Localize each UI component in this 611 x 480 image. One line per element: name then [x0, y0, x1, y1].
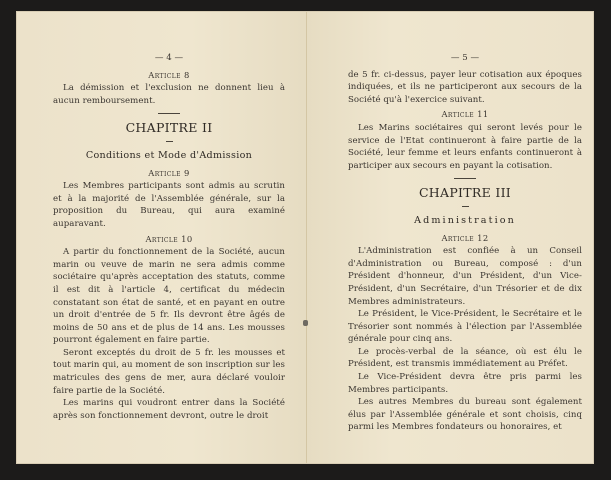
chapter-subtitle: Conditions et Mode d'Admission	[85, 149, 253, 161]
article-paragraph: Le procès-verbal de la séance, où est élu le Président, est transmis immédiatement au Préfet.	[348, 346, 582, 370]
chapter-dash	[166, 141, 173, 142]
chapter-subtitle: Administration	[414, 214, 516, 226]
booklet-spread	[17, 12, 593, 463]
staple	[303, 320, 308, 326]
right-page-content	[348, 52, 582, 434]
chapter-title: CHAPITRE III	[418, 185, 512, 201]
article-paragraph: Les marins qui voudront entrer dans la Société après son fonctionnement devront, outre le droit	[53, 398, 285, 421]
article-paragraph: Seront exceptés du droit de 5 fr. les mousses et tout marin qui, au moment de son inscription sur les matricules des gens de mer, aura déclaré vouloir faire partie de la Société.	[53, 347, 285, 396]
article-heading: Article 11	[441, 109, 489, 120]
section-divider	[158, 113, 180, 114]
article-heading: Article 12	[441, 232, 489, 243]
article-paragraph: Le Président, le Vice-Président, le Secrétaire et le Trésorier sont nommés à l'élection par l'Assemblée générale pour cinq ans.	[348, 309, 582, 345]
section-divider	[454, 178, 476, 179]
article-paragraph: A partir du fonctionnement de la Société, aucun marin ou veuve de marin ne sera admis comme sociétaire qu'après acceptation des statuts, comme il est dit à l'article 4, certificat du médecin constatant son état de santé, et en payant en outre un droit d'entrée de 5 fr. Ils devront être âgés de moins de 50 ans et de plus de 14 ans. Les mousses pourront également en faire partie.	[53, 247, 285, 346]
article-paragraph: Le Vice-Président devra être pris parmi les Membres participants.	[348, 372, 582, 395]
article-heading: Article 9	[148, 167, 190, 178]
article-paragraph: Les Marins sociétaires qui seront levés pour le service de l'Etat continueront à faire partie de la Société, leur femme et leurs enfants continueront à participer aux secours en payant la cotisation.	[348, 122, 582, 171]
article-paragraph: La démission et l'exclusion ne donnent lieu à aucun remboursement.	[53, 83, 285, 106]
left-page	[17, 12, 306, 463]
continued-paragraph: de 5 fr. ci-dessus, payer leur cotisation aux époques indiquées, et ils ne participeront aux secours de la Société qu'à l'exercice suivant.	[348, 69, 582, 105]
chapter-dash	[462, 206, 469, 207]
right-page	[306, 12, 593, 463]
book-spine	[306, 12, 307, 463]
article-heading: Article 10	[145, 233, 193, 244]
article-paragraph: Les autres Membres du bureau sont également élus par l'Assemblée générale et sont choisis, cinq parmi les Membres fondateurs ou honoraires, et	[348, 397, 582, 433]
page-number: — 4 —	[154, 53, 184, 63]
article-heading: Article 8	[148, 69, 190, 80]
left-page-content	[53, 52, 285, 422]
article-paragraph: Les Membres participants sont admis au scrutin et à la majorité de l'Assemblée générale, sur la proposition du Bureau, qui aura examiné auparavant.	[53, 181, 285, 229]
chapter-title: CHAPITRE II	[125, 120, 213, 136]
article-paragraph: L'Administration est confiée à un Conseil d'Administration ou Bureau, composé : d'un Président d'honneur, d'un Président, d'un Vice-Président, d'un Secrétaire, d'un Trésorier et de dix Membres administrateurs.	[348, 246, 582, 307]
page-number: — 5 —	[450, 53, 480, 63]
